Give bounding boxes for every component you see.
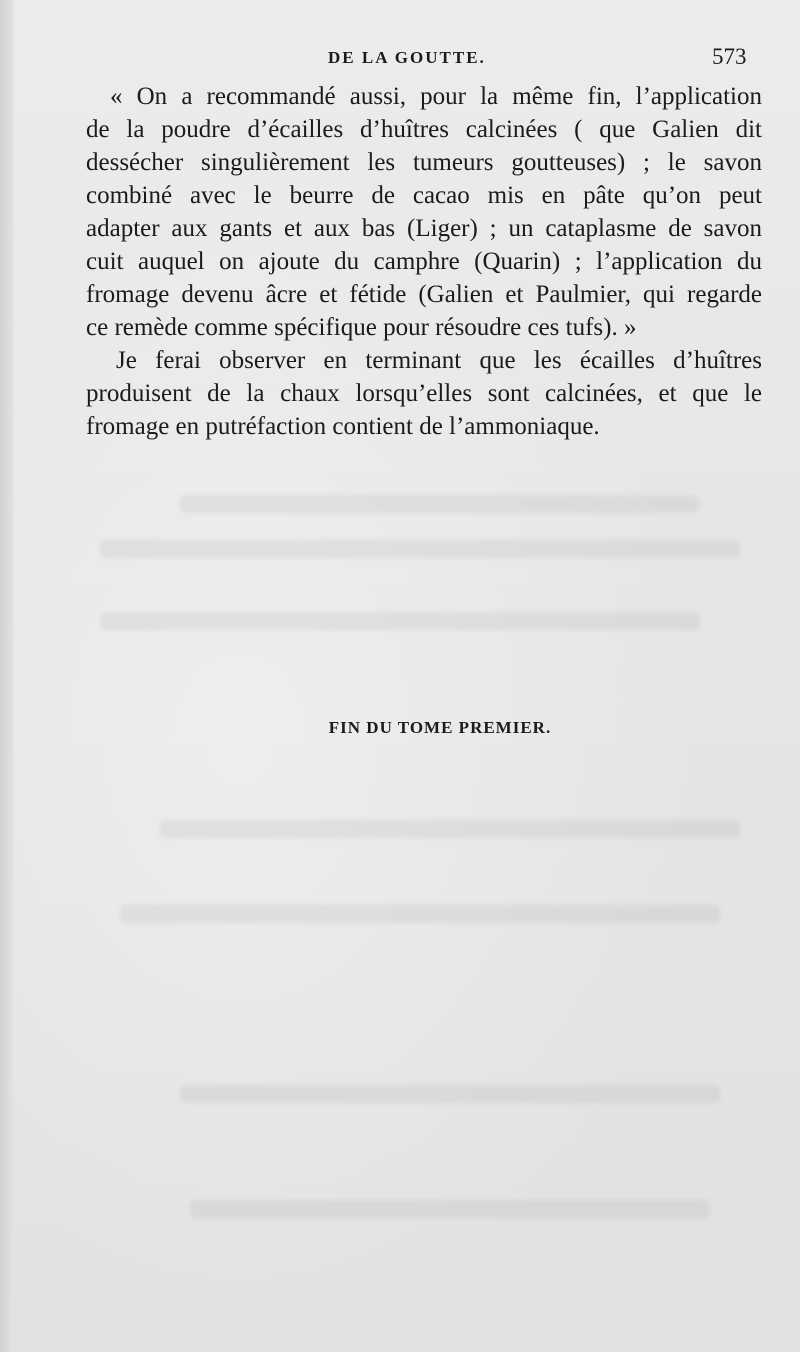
text-line: adapter aux gants et aux bas (Liger) ; un cataplasme de savon: [86, 215, 762, 242]
bleed-through-mark: [100, 540, 740, 558]
bleed-through-mark: [180, 495, 700, 513]
text-line: « On a recommandé aussi, pour la même fin, l’application: [110, 83, 762, 110]
bleed-through-mark: [190, 1200, 710, 1218]
text-line: fromage en putréfaction contient de l’ammoniaque.: [86, 413, 600, 440]
paragraph: [86, 344, 762, 443]
bleed-through-mark: [120, 905, 720, 923]
running-head: [0, 44, 800, 74]
running-head-title: DE LA GOUTTE.: [328, 48, 486, 67]
bleed-through-mark: [100, 612, 700, 630]
text-line: cuit auquel on ajoute du camphre (Quarin) ; l’application du: [86, 248, 762, 275]
text-line: Je ferai observer en terminant que les écailles d’huîtres: [116, 347, 762, 374]
text-line: fromage devenu âcre et fétide (Galien et Paulmier, qui regarde: [86, 281, 762, 308]
text-line: combiné avec le beurre de cacao mis en pâte qu’on peut: [86, 182, 762, 209]
bleed-through-mark: [180, 1085, 720, 1103]
body-text: [86, 80, 762, 443]
text-line: de la poudre d’écailles d’huîtres calcinées ( que Galien dit: [86, 116, 762, 143]
text-line: dessécher singulièrement les tumeurs goutteuses) ; le savon: [86, 149, 762, 176]
paragraph: [86, 80, 762, 344]
bleed-through-mark: [160, 820, 740, 838]
page-edge-shadow: [0, 0, 14, 1352]
text-line: ce remède comme spécifique pour résoudre ces tufs). »: [86, 314, 637, 341]
text-line: produisent de la chaux lorsqu’elles sont calcinées, et que le: [86, 380, 762, 407]
page-number: 573: [712, 44, 747, 69]
end-of-volume-note: FIN DU TOME PREMIER.: [328, 718, 552, 737]
